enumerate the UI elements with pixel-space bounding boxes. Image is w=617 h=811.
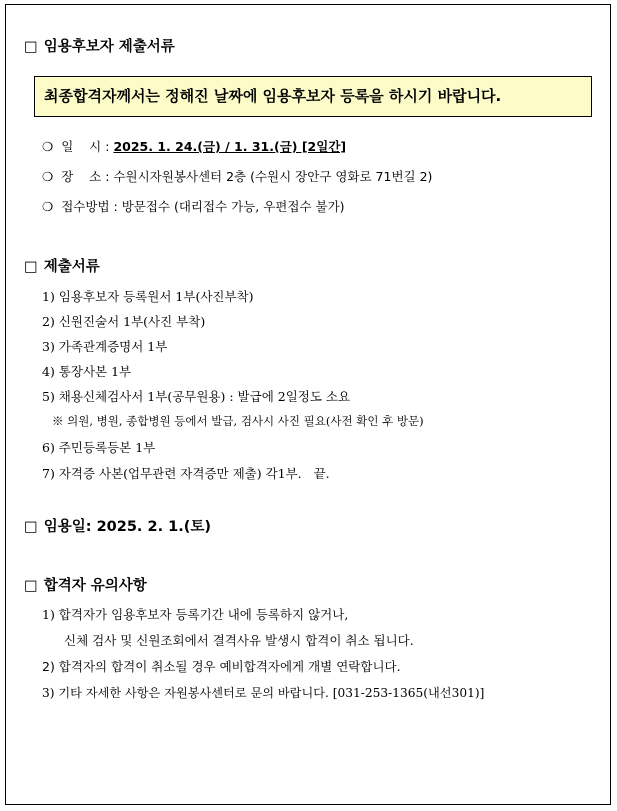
list-item: 3) 가족관계증명서 1부: [42, 339, 168, 354]
document-page: [5, 4, 611, 805]
list-item: 1) 임용후보자 등록원서 1부(사진부착): [42, 289, 254, 304]
list-item-continued: 신체 검사 및 신원조회에서 결격사유 발생시 합격이 취소 됩니다.: [64, 633, 414, 648]
list-item: 2) 신원진술서 1부(사진 부착): [42, 314, 206, 329]
circle-bullet-icon: ❍: [42, 139, 54, 154]
list-item: 2) 합격자의 합격이 취소될 경우 예비합격자에게 개별 연락합니다.: [42, 659, 401, 674]
checkbox-square-icon: □: [24, 39, 38, 55]
info-label: 장 소: [61, 169, 102, 184]
info-separator: :: [101, 139, 114, 154]
list-note: ※ 의원, 병원, 종합병원 등에서 발급, 검사시 사진 필요(사전 확인 후 방문): [52, 414, 424, 428]
list-item: 6) 주민등록등본 1부: [42, 440, 156, 455]
list-item: 3) 기타 자세한 사항은 자원봉사센터로 문의 바랍니다. [031-253-1365(내선301)]: [42, 686, 485, 700]
section-title: 합격자 유의사항: [43, 578, 147, 594]
list-item: 4) 통장사본 1부: [42, 364, 132, 379]
info-row-place: [42, 167, 432, 185]
section-title: 임용일: 2025. 2. 1.(토): [43, 519, 211, 535]
info-value-method: 방문접수 (대리접수 가능, 우편접수 불가): [121, 199, 345, 214]
info-value-date: 2025. 1. 24.(금) / 1. 31.(금) [2일간]: [113, 139, 347, 154]
notice-banner: 최종합격자께서는 정해진 날짜에 임용후보자 등록을 하시기 바랍니다.: [34, 76, 592, 117]
section-heading-documents: [24, 255, 100, 276]
checkbox-square-icon: □: [24, 578, 38, 594]
list-item: 1) 합격자가 임용후보자 등록기간 내에 등록하지 않거나,: [42, 607, 349, 622]
info-label: 일 시: [61, 139, 102, 154]
section-heading-appointment: [24, 515, 211, 536]
info-row-date: [42, 137, 346, 155]
list-item: 7) 자격증 사본(업무관련 자격증만 제출) 각1부. 끝.: [42, 466, 330, 481]
info-separator: :: [109, 199, 122, 214]
circle-bullet-icon: ❍: [42, 169, 54, 184]
info-value-place: 수원시자원봉사센터 2층 (수원시 장안구 영화로 71번길 2): [113, 169, 433, 184]
checkbox-square-icon: □: [24, 259, 38, 275]
info-row-method: [42, 197, 345, 215]
section-heading-submission: [24, 35, 175, 56]
section-title: 제출서류: [43, 259, 100, 275]
section-title: 임용후보자 제출서류: [43, 39, 175, 55]
info-label: 접수방법: [61, 199, 110, 214]
info-separator: :: [101, 169, 114, 184]
list-item: 5) 채용신체검사서 1부(공무원용) : 발급에 2일정도 소요: [42, 389, 351, 404]
section-heading-notes: [24, 574, 147, 595]
circle-bullet-icon: ❍: [42, 199, 54, 214]
checkbox-square-icon: □: [24, 519, 38, 535]
